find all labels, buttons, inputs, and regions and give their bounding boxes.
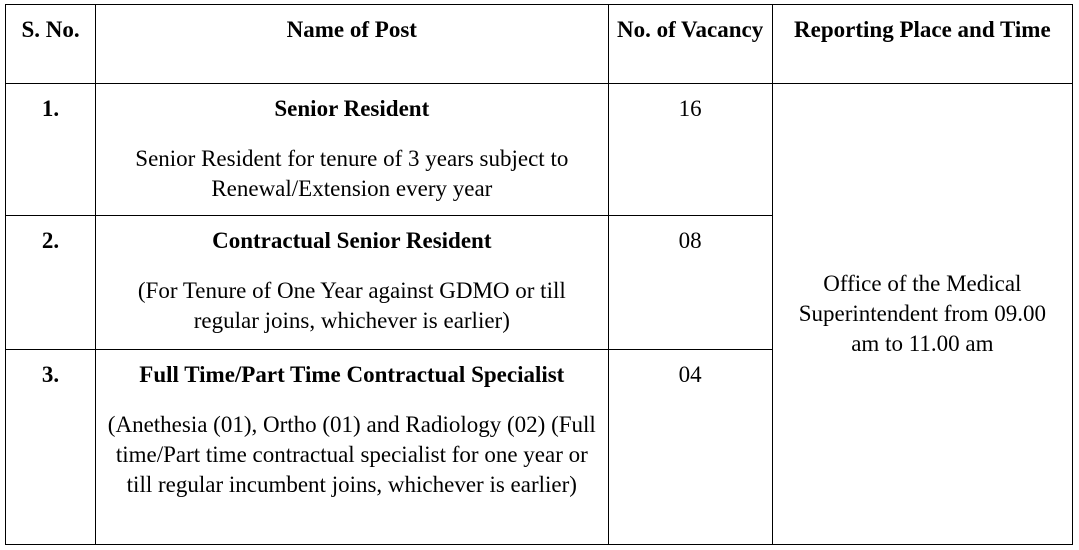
row-sno: 1. <box>6 84 96 216</box>
post-description: (For Tenure of One Year against GDMO or till regular joins, whichever is earlier) <box>137 278 566 333</box>
post-description: Senior Resident for tenure of 3 years subject to Renewal/Extension every year <box>135 146 569 201</box>
header-row <box>6 5 1073 84</box>
post-description: (Anethesia (01), Ortho (01) and Radiology (02) (Full time/Part time contractual specialist for one year or till regular incumbent joins, whichever is earlier) <box>107 412 596 497</box>
vacancy-count: 08 <box>608 216 772 350</box>
vacancy-count: 16 <box>608 84 772 216</box>
vacancy-count: 04 <box>608 350 772 545</box>
header-vacancy: No. of Vacancy <box>608 5 772 84</box>
header-reporting: Reporting Place and Time <box>772 5 1072 84</box>
row-sno: 3. <box>6 350 96 545</box>
header-post-name: Name of Post <box>96 5 608 84</box>
post-title: Senior Resident <box>274 96 430 121</box>
table-header <box>6 5 1073 84</box>
table-body <box>6 84 1073 545</box>
vacancy-table <box>5 4 1073 545</box>
reporting-place: Office of the Medical Superintendent from 09.00 am to 11.00 am <box>772 84 1072 545</box>
header-sno: S. No. <box>6 5 96 84</box>
post-cell <box>96 84 608 216</box>
post-cell <box>96 216 608 350</box>
post-title: Contractual Senior Resident <box>212 228 492 253</box>
post-cell <box>96 350 608 545</box>
row-sno: 2. <box>6 216 96 350</box>
table-row <box>6 84 1073 216</box>
post-title: Full Time/Part Time Contractual Specialist <box>139 362 565 387</box>
